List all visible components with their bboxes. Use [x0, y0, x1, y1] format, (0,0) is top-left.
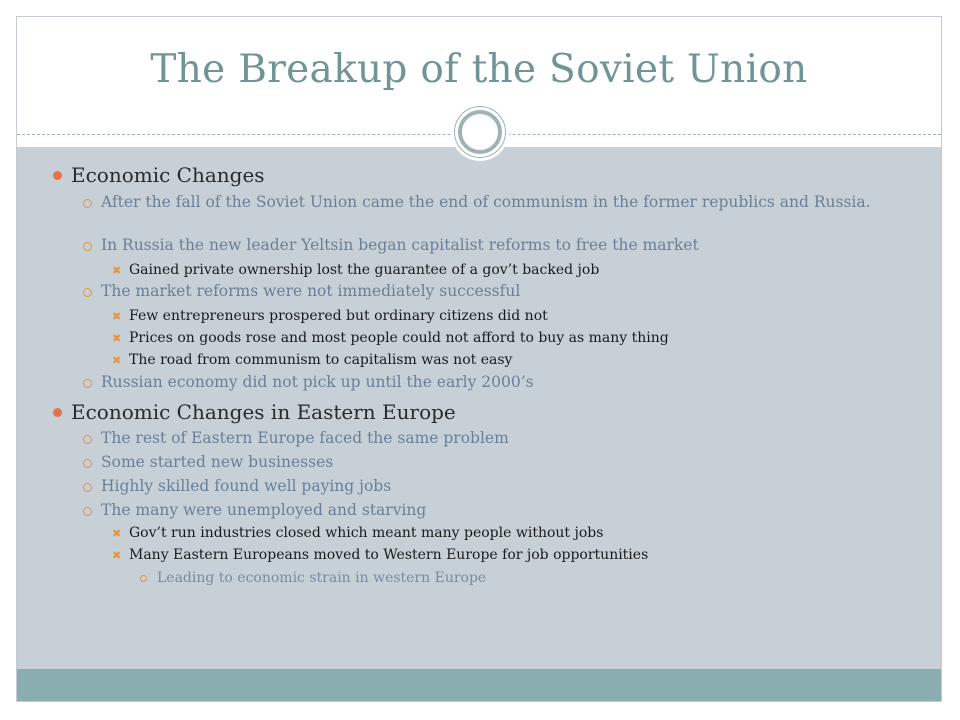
sub-list-item-text: Gov’t run industries closed which meant many people without jobs: [129, 525, 604, 541]
list-item: [101, 430, 509, 447]
section-heading-text: Economic Changes in Eastern Europe: [71, 400, 456, 424]
hollow-bullet-icon: [83, 459, 92, 468]
sub-list-item: [112, 330, 669, 346]
small-hollow-bullet-icon: [140, 575, 147, 582]
slide-frame: [16, 16, 942, 702]
list-item-text: After the fall of the Soviet Union came the end of communism in the former republics and Russia.: [101, 193, 871, 211]
list-item-text: Highly skilled found well paying jobs: [101, 477, 392, 495]
filled-bullet-icon: [53, 171, 62, 180]
list-item: [101, 502, 426, 519]
list-item-text: Russian economy did not pick up until the early 2000’s: [101, 373, 534, 391]
hollow-bullet-icon: [83, 242, 92, 251]
x-bullet-icon: ✖: [112, 354, 122, 367]
list-item: [101, 237, 699, 254]
sub-sub-list-item-text: Leading to economic strain in western Europe: [157, 570, 487, 586]
x-bullet-icon: ✖: [112, 332, 122, 345]
sub-list-item: [112, 308, 548, 324]
sub-list-item: [112, 352, 513, 368]
hollow-bullet-icon: [83, 483, 92, 492]
list-item-text: The market reforms were not immediately successful: [101, 282, 521, 300]
slide-body: [17, 17, 941, 701]
list-item: [101, 194, 901, 211]
sub-sub-list-item: [157, 570, 486, 586]
list-item-text: Some started new businesses: [101, 453, 334, 471]
x-bullet-icon: ✖: [112, 264, 122, 277]
list-item: [101, 478, 391, 495]
sub-list-item-text: Prices on goods rose and most people could not afford to buy as many thing: [129, 330, 669, 346]
section-heading: [71, 163, 265, 187]
list-item: [101, 454, 333, 471]
sub-list-item-text: Few entrepreneurs prospered but ordinary citizens did not: [129, 308, 548, 324]
sub-list-item: [112, 262, 600, 278]
section-heading: [71, 400, 456, 424]
sub-list-item-text: Gained private ownership lost the guarantee of a gov’t backed job: [129, 262, 600, 278]
hollow-bullet-icon: [83, 288, 92, 297]
list-item: [101, 283, 520, 300]
x-bullet-icon: ✖: [112, 310, 122, 323]
section-heading-text: Economic Changes: [71, 163, 265, 187]
hollow-bullet-icon: [83, 379, 92, 388]
sub-list-item-text: Many Eastern Europeans moved to Western Europe for job opportunities: [129, 547, 649, 563]
hollow-bullet-icon: [83, 199, 92, 208]
filled-bullet-icon: [53, 408, 62, 417]
hollow-bullet-icon: [83, 507, 92, 516]
list-item: [101, 374, 534, 391]
list-item-text: The rest of Eastern Europe faced the same problem: [101, 429, 509, 447]
sub-list-item-text: The road from communism to capitalism was not easy: [129, 352, 513, 368]
x-bullet-icon: ✖: [112, 527, 122, 540]
list-item-text: In Russia the new leader Yeltsin began capitalist reforms to free the market: [101, 236, 699, 254]
sub-list-item: [112, 547, 649, 563]
x-bullet-icon: ✖: [112, 549, 122, 562]
list-item-text: The many were unemployed and starving: [101, 501, 427, 519]
slide-title: The Breakup of the Soviet Union: [150, 47, 808, 92]
sub-list-item: [112, 525, 604, 541]
hollow-bullet-icon: [83, 435, 92, 444]
